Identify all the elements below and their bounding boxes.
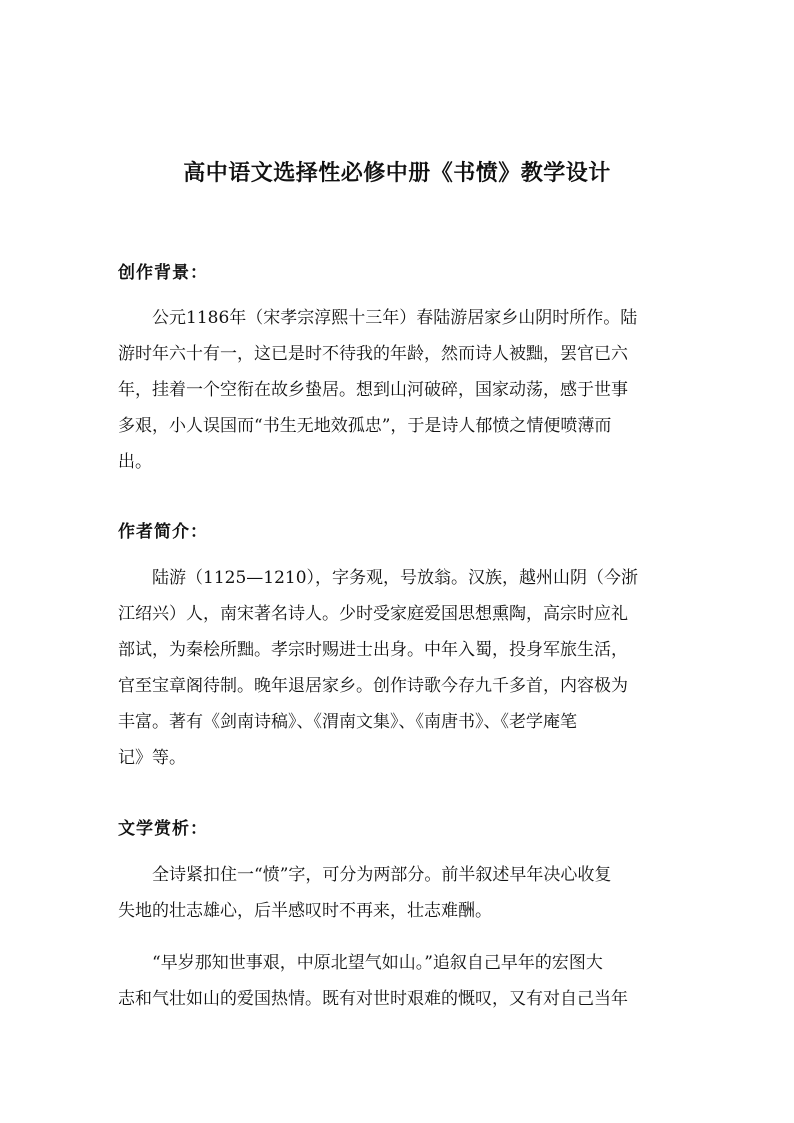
paragraph-line: 游时年六十有一，这已是时不待我的年龄，然而诗人被黜，罢官已六 — [118, 344, 628, 364]
document-title: 高中语文选择性必修中册《书愤》教学设计 — [183, 161, 611, 186]
paragraph-line: 陆游（1125—1210），字务观，号放翁。汉族，越州山阴（今浙 — [152, 568, 639, 588]
paragraph-line: 年，挂着一个空衔在故乡蛰居。想到山河破碎，国家动荡，感于世事 — [118, 380, 628, 400]
paragraph-line: 丰富。著有《剑南诗稿》、《渭南文集》、《南唐书》、《老学庵笔 — [118, 712, 577, 732]
paragraph-appreciation-1 — [118, 857, 688, 929]
section-heading-appreciation: 文学赏析： — [118, 819, 208, 839]
paragraph-line: 部试，为秦桧所黜。孝宗时赐进士出身。中年入蜀，投身军旅生活， — [118, 640, 628, 660]
paragraph-line: “早岁那知世事艰，中原北望气如山。”追叙自己早年的宏图大 — [152, 953, 603, 973]
section-heading-author: 作者简介： — [118, 522, 208, 542]
paragraph-line: 出。 — [118, 452, 152, 472]
paragraph-line: 记》等。 — [118, 748, 186, 768]
paragraph-line: 官至宝章阁待制。晚年退居家乡。创作诗歌今存九千多首，内容极为 — [118, 676, 628, 696]
paragraph-line: 志和气壮如山的爱国热情。既有对世时艰难的慨叹，又有对自己当年 — [118, 989, 628, 1009]
section-heading-background: 创作背景： — [118, 263, 208, 283]
paragraph-line: 多艰，小人误国而“书生无地效孤忠”，于是诗人郁愤之情便喷薄而 — [118, 416, 612, 436]
paragraph-line: 全诗紧扣住一“愤”字，可分为两部分。前半叙述早年决心收复 — [152, 865, 612, 885]
paragraph-background — [118, 300, 688, 480]
paragraph-line: 公元1186年（宋孝宗淳熙十三年）春陆游居家乡山阴时所作。陆 — [152, 308, 638, 328]
paragraph-line: 江绍兴）人，南宋著名诗人。少时受家庭爱国思想熏陶，高宗时应礼 — [118, 604, 628, 624]
paragraph-appreciation-2 — [118, 945, 688, 1017]
paragraph-author — [118, 560, 688, 776]
paragraph-line: 失地的壮志雄心，后半感叹时不再来，壮志难酬。 — [118, 901, 492, 921]
